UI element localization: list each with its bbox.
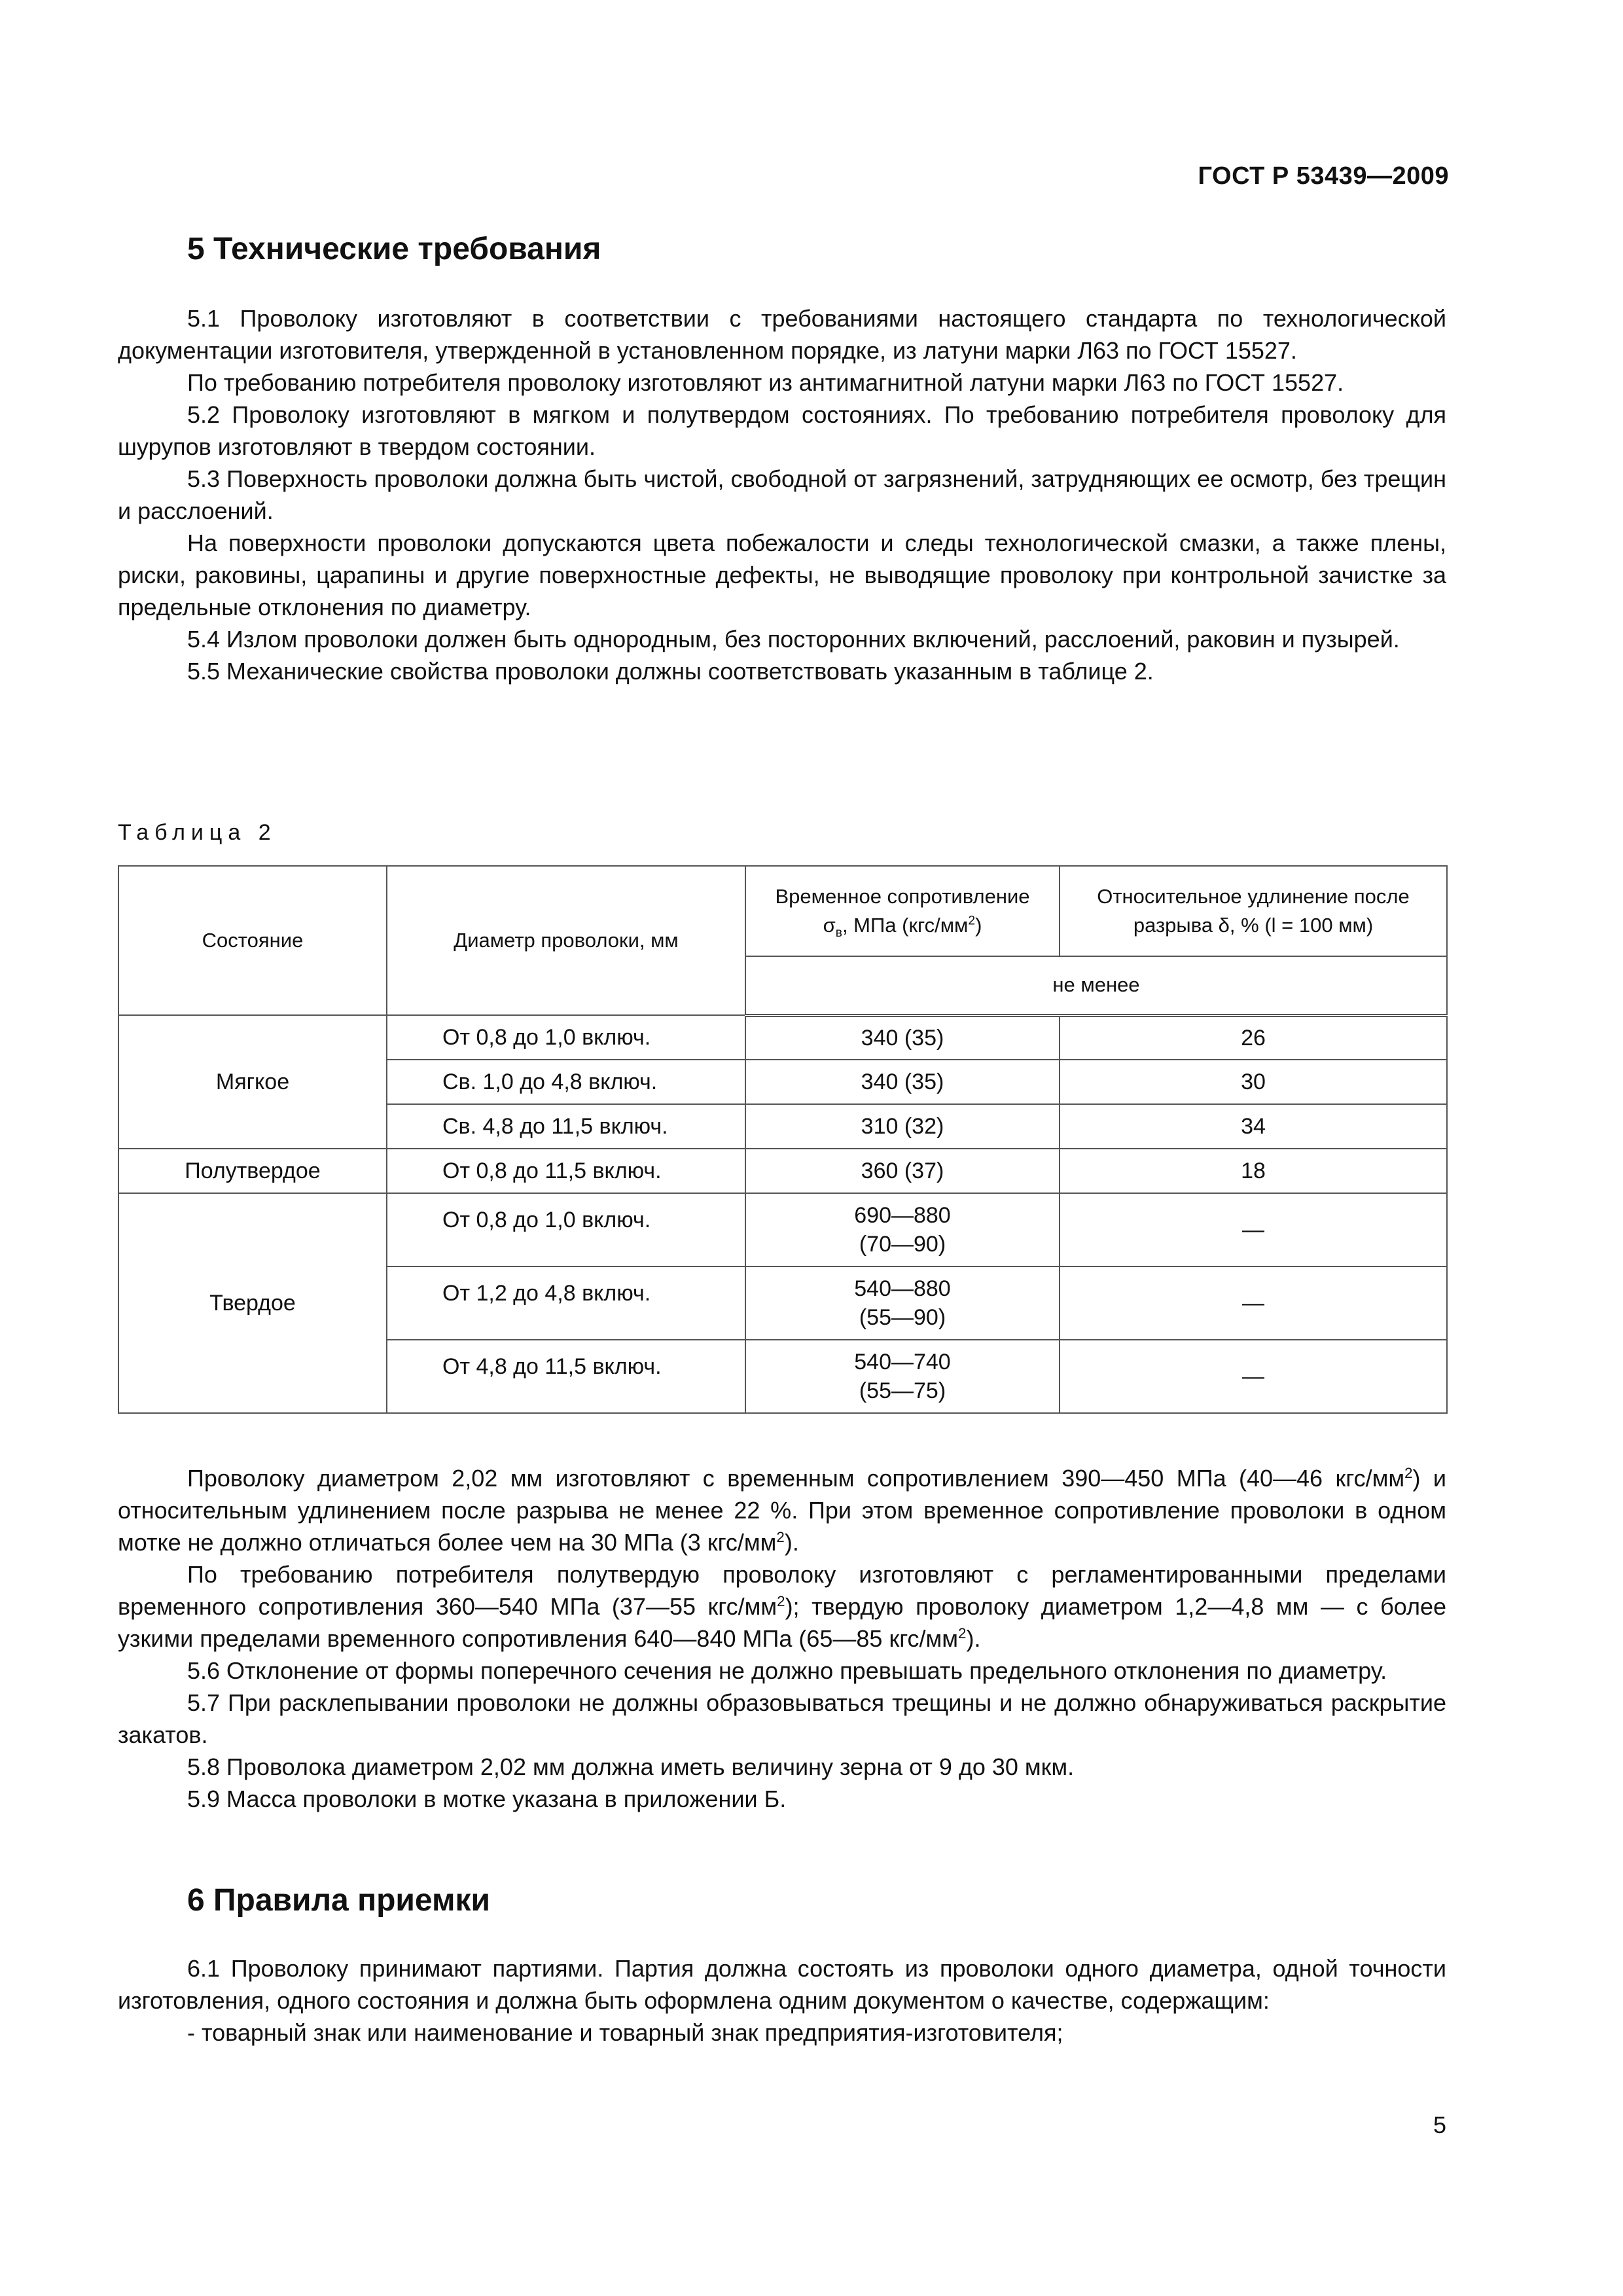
cell-state-hard: Твердое: [118, 1193, 387, 1413]
superscript: 2: [776, 1529, 785, 1545]
text-run: ).: [784, 1529, 799, 1556]
cell-strength-kgf: (70—90): [859, 1232, 946, 1257]
cell-state-soft: Мягкое: [118, 1015, 387, 1149]
cell-elongation: 34: [1060, 1104, 1447, 1149]
page-number: 5: [1433, 2111, 1446, 2138]
superscript: 2: [1404, 1465, 1413, 1481]
header-elongation-line2: разрыва δ, % (l = 100 мм): [1133, 914, 1374, 937]
paragraph-5-9: 5.9 Масса проволоки в мотке указана в приложении Б.: [187, 1785, 787, 1812]
table-row: [118, 1193, 1447, 1266]
cell-elongation: —: [1060, 1193, 1447, 1266]
paragraph-5-2: 5.2 Проволоку изготовляют в мягком и полутвердом состояниях. По требованию потребителя проволоку для шурупов изготовляют в твердом состоянии.: [118, 401, 1446, 460]
paragraph-6-1-item: - товарный знак или наименование и товарный знак предприятия-изготовителя;: [187, 2019, 1063, 2046]
header-state: Состояние: [118, 866, 387, 1015]
cell-strength-mpa: 540—880: [854, 1276, 951, 1301]
header-strength-line1: Временное сопротивление: [775, 885, 1030, 908]
paragraph-5-8: 5.8 Проволока диаметром 2,02 мм должна иметь величину зерна от 9 до 30 мкм.: [187, 1753, 1075, 1780]
paragraph-6-1: 6.1 Проволоку принимают партиями. Партия должна состоять из проволоки одного диаметра, одной точности изготовления, одного состояния и должна быть оформлена одним документом о качестве, содержащим:: [118, 1955, 1446, 2014]
section-5-title: 5 Технические требования: [187, 232, 601, 266]
section-5-body: [118, 302, 1446, 687]
cell-diameter: От 0,8 до 1,0 включ.: [387, 1193, 745, 1266]
cell-diameter: Св. 4,8 до 11,5 включ.: [387, 1104, 745, 1149]
paragraph-5-3-b: На поверхности проволоки допускаются цвета побежалости и следы технологической смазки, а также плены, риски, раковины, царапины и другие поверхностные дефекты, не выводящие проволоку при контрольной зачистке за предельные отклонения по диаметру.: [118, 529, 1446, 620]
cell-elongation: 18: [1060, 1149, 1447, 1193]
text-run: ) и относительным удлинением после разрыва не менее 22 %. При этом временное сопротивление проволоки в одном мотке не должно отличаться более чем на 30 МПа (3 кгс/мм: [118, 1465, 1446, 1556]
cell-elongation: —: [1060, 1266, 1447, 1340]
cell-strength: [745, 1266, 1060, 1340]
paragraph-5-5: 5.5 Механические свойства проволоки должны соответствовать указанным в таблице 2.: [187, 658, 1154, 685]
cell-strength: 340 (35): [745, 1015, 1060, 1060]
cell-elongation: —: [1060, 1340, 1447, 1413]
paragraph-5-7: 5.7 При расклепывании проволоки не должны образовываться трещины и не должно обнаруживаться раскрытие закатов.: [118, 1689, 1446, 1748]
header-elongation: [1060, 866, 1447, 956]
text-run: По требованию потребителя полутвердую проволоку изготовляют с регламентированными пределами временного сопротивления 360—540 МПа (37—55 кгс/мм: [118, 1561, 1446, 1620]
table-row: [118, 1149, 1447, 1193]
after-table-body: [118, 1462, 1446, 1815]
section-6-body: [118, 1952, 1446, 2049]
cell-strength: [745, 1193, 1060, 1266]
table-caption: Таблица 2: [118, 820, 277, 845]
table-row: [118, 1015, 1447, 1060]
cell-state-semihard: Полутвердое: [118, 1149, 387, 1193]
cell-diameter: От 0,8 до 11,5 включ.: [387, 1149, 745, 1193]
cell-diameter: От 1,2 до 4,8 включ.: [387, 1266, 745, 1340]
cell-elongation: 26: [1060, 1015, 1447, 1060]
text-run: ); твердую проволоку диаметром 1,2—4,8 мм — с более узкими пределами временного сопротивления 640—840 МПа (65—85 кгс/мм: [118, 1593, 1446, 1652]
paragraph-5-3: 5.3 Поверхность проволоки должна быть чистой, свободной от загрязнений, затрудняющих ее осмотр, без трещин и расслоений.: [118, 465, 1446, 524]
cell-strength-kgf: (55—90): [859, 1305, 946, 1330]
cell-diameter: От 4,8 до 11,5 включ.: [387, 1340, 745, 1413]
paragraph-diameter-2-02: [118, 1462, 1446, 1558]
header-strength-unit-sup: 2: [968, 914, 976, 928]
cell-elongation: 30: [1060, 1060, 1447, 1104]
header-min-note: не менее: [745, 956, 1447, 1015]
paragraph-5-6: 5.6 Отклонение от формы поперечного сечения не должно превышать предельного отклонения по диаметру.: [187, 1657, 1387, 1684]
superscript: 2: [958, 1625, 967, 1641]
text-run: Проволоку диаметром 2,02 мм изготовляют с временным сопротивлением 390—450 МПа (40—46 кгс/мм: [187, 1465, 1405, 1492]
section-6-title: 6 Правила приемки: [187, 1883, 491, 1918]
paragraph-5-4: 5.4 Излом проволоки должен быть однородным, без посторонних включений, расслоений, раковин и пузырей.: [187, 626, 1400, 653]
cell-strength-kgf: (55—75): [859, 1378, 946, 1403]
cell-strength-mpa: 690—880: [854, 1203, 951, 1228]
header-strength-symbol: σ: [823, 914, 836, 937]
cell-strength: 340 (35): [745, 1060, 1060, 1104]
cell-strength: 360 (37): [745, 1149, 1060, 1193]
table-2: [118, 865, 1448, 1414]
header-strength-subscript: в: [835, 926, 842, 941]
document-code: ГОСТ Р 53439—2009: [1198, 162, 1449, 190]
paragraph-5-1: 5.1 Проволоку изготовляют в соответствии с требованиями настоящего стандарта по технологической документации изготовителя, утвержденной в установленном порядке, из латуни марки Л63 по ГОСТ 15527.: [118, 305, 1446, 364]
paragraph-semihard-limits: [118, 1558, 1446, 1655]
header-elongation-line1: Относительное удлинение после: [1097, 885, 1410, 908]
header-strength-unit: , МПа (кгс/мм: [842, 914, 969, 937]
cell-strength: 310 (32): [745, 1104, 1060, 1149]
header-strength: [745, 866, 1060, 956]
paragraph-5-1-b: По требованию потребителя проволоку изготовляют из антимагнитной латуни марки Л63 по ГОСТ 15527.: [187, 369, 1344, 396]
header-diameter: Диаметр проволоки, мм: [387, 866, 745, 1015]
cell-diameter: От 0,8 до 1,0 включ.: [387, 1015, 745, 1060]
cell-strength-mpa: 540—740: [854, 1350, 951, 1374]
cell-strength: [745, 1340, 1060, 1413]
header-strength-unit-end: ): [975, 914, 982, 937]
text-run: ).: [966, 1625, 981, 1652]
cell-diameter: Св. 1,0 до 4,8 включ.: [387, 1060, 745, 1104]
superscript: 2: [777, 1593, 785, 1609]
